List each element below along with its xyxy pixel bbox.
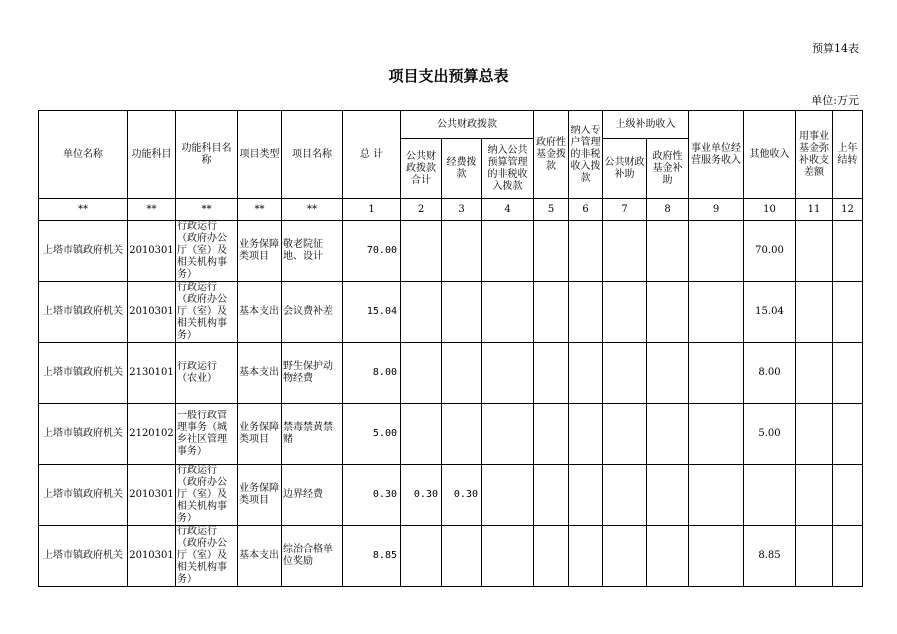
func-name-cell: 行政运行（政府办公厅（室）及相关机构事务）	[176, 221, 238, 282]
special-cell	[569, 526, 603, 587]
header-upper-group: 上级补助收入	[603, 111, 689, 139]
other-income-cell: 15.04	[744, 282, 796, 343]
header-carryover: 上年结转	[833, 111, 863, 199]
biz-income-cell	[689, 526, 744, 587]
other-income-cell: 5.00	[744, 404, 796, 465]
header-biz-income: 事业单位经营服务收入	[689, 111, 744, 199]
header-total: 总 计	[343, 111, 401, 199]
header-project-type: 项目类型	[238, 111, 282, 199]
upper-gov-cell	[647, 282, 689, 343]
biz-income-cell	[689, 282, 744, 343]
index-cell: 8	[647, 199, 689, 221]
public-total-cell: 0.30	[401, 465, 442, 526]
nontax-cell	[482, 282, 534, 343]
upper-gov-cell	[647, 343, 689, 404]
project-type-cell: 业务保障类项目	[238, 221, 282, 282]
func-name-cell: 行政运行（政府办公厅（室）及相关机构事务）	[176, 526, 238, 587]
deficit-cell	[796, 404, 833, 465]
index-row	[39, 199, 863, 221]
project-type-cell: 业务保障类项目	[238, 404, 282, 465]
unit-name-cell: 上塔市镇政府机关	[39, 404, 128, 465]
project-name-cell: 边界经费	[282, 465, 343, 526]
biz-income-cell	[689, 221, 744, 282]
public-total-cell	[401, 343, 442, 404]
upper-gov-cell	[647, 221, 689, 282]
carryover-cell	[833, 404, 863, 465]
func-code-cell: 2010301	[128, 526, 176, 587]
project-name-cell: 会议费补差	[282, 282, 343, 343]
special-cell	[569, 465, 603, 526]
table-row	[39, 526, 863, 587]
header-public-group: 公共财政拨款	[401, 111, 534, 139]
biz-income-cell	[689, 343, 744, 404]
func-code-cell: 2010301	[128, 221, 176, 282]
total-cell: 8.00	[343, 343, 401, 404]
header-special: 纳入专户管理的非税收入拨款	[569, 111, 603, 199]
project-name-cell: 禁毒禁黄禁赌	[282, 404, 343, 465]
unit-name-cell: 上塔市镇政府机关	[39, 465, 128, 526]
func-code-cell: 2120102	[128, 404, 176, 465]
unit-label: 单位:万元	[811, 94, 859, 107]
index-cell: **	[176, 199, 238, 221]
table-row	[39, 343, 863, 404]
total-cell: 8.85	[343, 526, 401, 587]
upper-public-cell	[603, 465, 647, 526]
nontax-cell	[482, 526, 534, 587]
table-row	[39, 404, 863, 465]
upper-public-cell	[603, 343, 647, 404]
func-code-cell: 2010301	[128, 282, 176, 343]
special-cell	[569, 343, 603, 404]
gov-fund-cell	[534, 404, 569, 465]
funds-cell	[442, 404, 482, 465]
upper-public-cell	[603, 282, 647, 343]
budget-table	[38, 110, 863, 587]
public-total-cell	[401, 282, 442, 343]
project-type-cell: 基本支出	[238, 526, 282, 587]
funds-cell	[442, 282, 482, 343]
nontax-cell	[482, 343, 534, 404]
gov-fund-cell	[534, 221, 569, 282]
special-cell	[569, 282, 603, 343]
upper-public-cell	[603, 221, 647, 282]
gov-fund-cell	[534, 465, 569, 526]
func-code-cell: 2010301	[128, 465, 176, 526]
other-income-cell	[744, 465, 796, 526]
index-cell: 3	[442, 199, 482, 221]
index-cell: **	[39, 199, 128, 221]
index-cell: 11	[796, 199, 833, 221]
header-project-name: 项目名称	[282, 111, 343, 199]
index-cell: **	[238, 199, 282, 221]
funds-cell	[442, 221, 482, 282]
nontax-cell	[482, 465, 534, 526]
other-income-cell: 8.00	[744, 343, 796, 404]
gov-fund-cell	[534, 526, 569, 587]
deficit-cell	[796, 282, 833, 343]
deficit-cell	[796, 465, 833, 526]
project-name-cell: 野生保护动物经费	[282, 343, 343, 404]
index-cell: 12	[833, 199, 863, 221]
carryover-cell	[833, 526, 863, 587]
public-total-cell	[401, 221, 442, 282]
carryover-cell	[833, 343, 863, 404]
func-name-cell: 一般行政管理事务（城乡社区管理事务）	[176, 404, 238, 465]
biz-income-cell	[689, 465, 744, 526]
public-total-cell	[401, 404, 442, 465]
special-cell	[569, 221, 603, 282]
header-deficit: 用事业基金弥补收支差额	[796, 111, 833, 199]
index-cell: 10	[744, 199, 796, 221]
header-func-code: 功能科目	[128, 111, 176, 199]
total-cell: 5.00	[343, 404, 401, 465]
deficit-cell	[796, 221, 833, 282]
funds-cell: 0.30	[442, 465, 482, 526]
form-number: 预算14表	[812, 42, 859, 55]
header-other-income: 其他收入	[744, 111, 796, 199]
header-gov-fund: 政府性基金拨款	[534, 111, 569, 199]
header-public-total: 公共财政拨款合计	[401, 139, 442, 199]
header-upper-public: 公共财政补助	[603, 139, 647, 199]
gov-fund-cell	[534, 343, 569, 404]
deficit-cell	[796, 526, 833, 587]
table-row	[39, 282, 863, 343]
public-total-cell	[401, 526, 442, 587]
project-type-cell: 基本支出	[238, 343, 282, 404]
unit-name-cell: 上塔市镇政府机关	[39, 343, 128, 404]
nontax-cell	[482, 221, 534, 282]
func-code-cell: 2130101	[128, 343, 176, 404]
special-cell	[569, 404, 603, 465]
upper-public-cell	[603, 526, 647, 587]
index-cell: 4	[482, 199, 534, 221]
carryover-cell	[833, 465, 863, 526]
index-cell: **	[282, 199, 343, 221]
project-name-cell: 综治合格单位奖励	[282, 526, 343, 587]
func-name-cell: 行政运行（农业）	[176, 343, 238, 404]
total-cell: 70.00	[343, 221, 401, 282]
func-name-cell: 行政运行（政府办公厅（室）及相关机构事务）	[176, 282, 238, 343]
upper-gov-cell	[647, 465, 689, 526]
other-income-cell: 70.00	[744, 221, 796, 282]
index-cell: 7	[603, 199, 647, 221]
header-row-1	[39, 111, 863, 139]
project-name-cell: 敬老院征地、设计	[282, 221, 343, 282]
total-cell: 15.04	[343, 282, 401, 343]
header-upper-gov: 政府性基金补助	[647, 139, 689, 199]
index-cell: 9	[689, 199, 744, 221]
gov-fund-cell	[534, 282, 569, 343]
header-func-name: 功能科目名称	[176, 111, 238, 199]
deficit-cell	[796, 343, 833, 404]
index-cell: 6	[569, 199, 603, 221]
funds-cell	[442, 343, 482, 404]
project-type-cell: 基本支出	[238, 282, 282, 343]
total-cell: 0.30	[343, 465, 401, 526]
page-title: 项目支出预算总表	[388, 67, 509, 85]
index-cell: 2	[401, 199, 442, 221]
funds-cell	[442, 526, 482, 587]
nontax-cell	[482, 404, 534, 465]
upper-gov-cell	[647, 404, 689, 465]
upper-gov-cell	[647, 526, 689, 587]
unit-name-cell: 上塔市镇政府机关	[39, 526, 128, 587]
index-cell: 1	[343, 199, 401, 221]
other-income-cell: 8.85	[744, 526, 796, 587]
header-nontax: 纳入公共预算管理的非税收入拨款	[482, 139, 534, 199]
table-row	[39, 221, 863, 282]
header-funds: 经费拨款	[442, 139, 482, 199]
func-name-cell: 行政运行（政府办公厅（室）及相关机构事务）	[176, 465, 238, 526]
index-cell: **	[128, 199, 176, 221]
project-type-cell: 业务保障类项目	[238, 465, 282, 526]
upper-public-cell	[603, 404, 647, 465]
carryover-cell	[833, 282, 863, 343]
unit-name-cell: 上塔市镇政府机关	[39, 282, 128, 343]
biz-income-cell	[689, 404, 744, 465]
carryover-cell	[833, 221, 863, 282]
unit-name-cell: 上塔市镇政府机关	[39, 221, 128, 282]
header-unit-name: 单位名称	[39, 111, 128, 199]
table-row	[39, 465, 863, 526]
index-cell: 5	[534, 199, 569, 221]
